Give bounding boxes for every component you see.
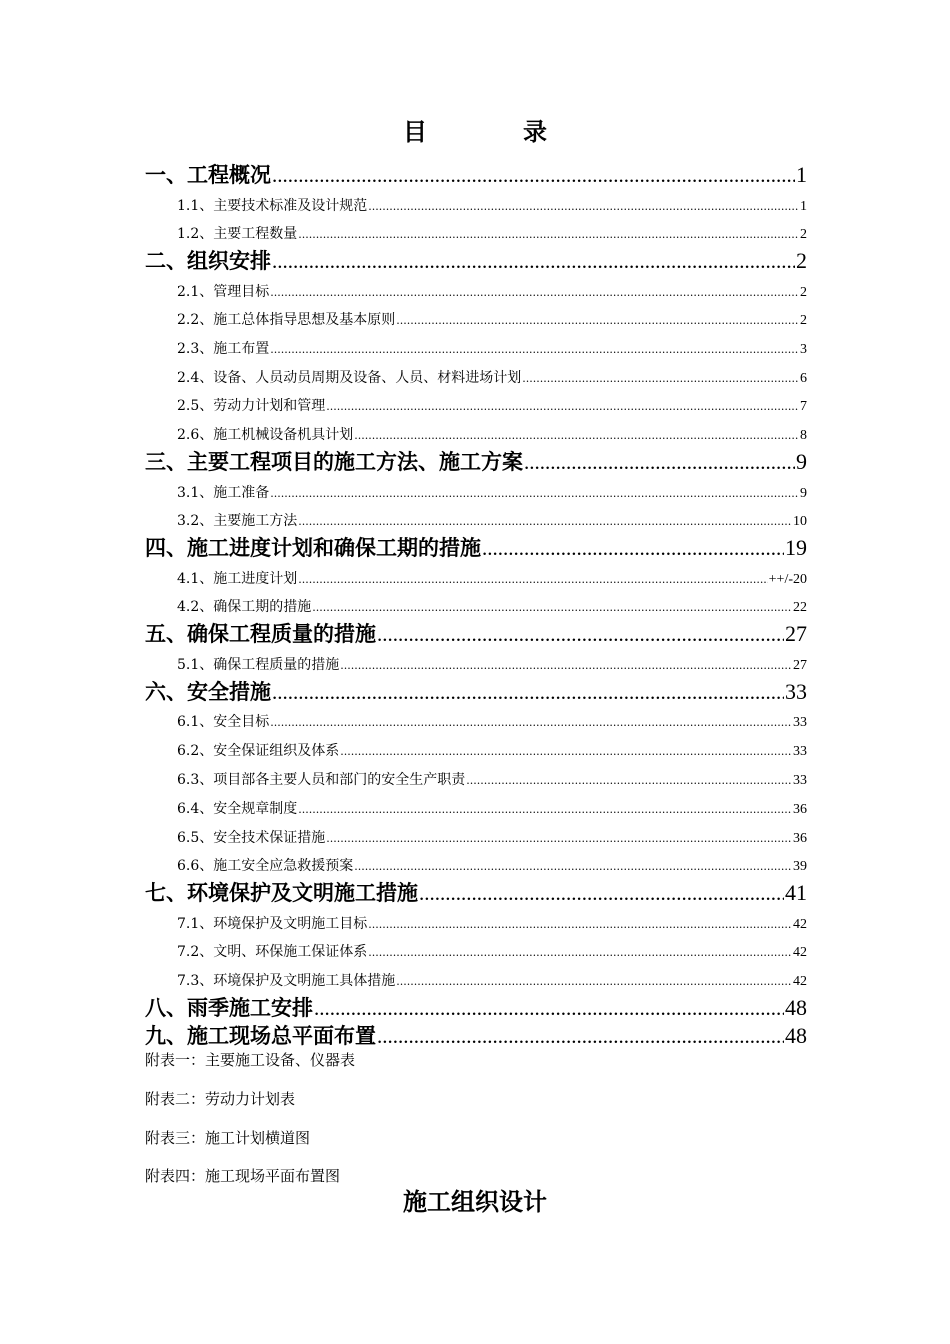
toc-entry-page-number: 3 <box>800 342 807 357</box>
toc-section-entry[interactable] <box>177 970 807 992</box>
toc-section-entry[interactable] <box>177 223 807 245</box>
toc-section-entry[interactable] <box>177 281 807 303</box>
toc-dot-leader <box>298 224 799 245</box>
toc-dot-leader <box>340 655 792 676</box>
toc-section-entry[interactable] <box>177 568 807 590</box>
toc-section-entry[interactable] <box>177 510 807 532</box>
toc-chapter-entry[interactable] <box>145 619 807 649</box>
toc-dot-leader <box>368 196 799 217</box>
toc-entry-label: 1.1、主要技术标准及设计规范 <box>177 198 368 214</box>
toc-section-entry[interactable] <box>177 367 807 389</box>
toc-section-entry[interactable] <box>177 769 807 791</box>
toc-entry-label: 2.4、设备、人员动员周期及设备、人员、材料进场计划 <box>177 370 522 386</box>
toc-dot-leader <box>354 425 799 446</box>
toc-dot-leader <box>524 447 795 477</box>
toc-entry-page-number: 2 <box>796 248 807 273</box>
toc-dot-leader <box>368 942 792 963</box>
toc-dot-leader <box>270 483 799 504</box>
toc-dot-leader <box>272 246 795 276</box>
toc-entry-page-number: 48 <box>785 1023 807 1048</box>
toc-dot-leader <box>377 619 784 649</box>
toc-chapter-entry[interactable] <box>145 246 807 276</box>
toc-entry-page-number: 42 <box>793 917 807 932</box>
toc-chapter-entry[interactable] <box>145 160 807 190</box>
toc-entry-label: 5.1、确保工程质量的措施 <box>177 657 340 673</box>
toc-entry-label: 四、施工进度计划和确保工期的措施 <box>145 536 481 560</box>
appendix-item: 附表二：劳动力计划表 <box>145 1090 296 1108</box>
toc-entry-page-number: 10 <box>793 514 807 529</box>
toc-entry-label: 二、组织安排 <box>145 249 271 273</box>
toc-chapter-entry[interactable] <box>145 677 807 707</box>
toc-entry-label: 7.2、文明、环保施工保证体系 <box>177 944 368 960</box>
toc-section-entry[interactable] <box>177 654 807 676</box>
toc-dot-leader <box>270 712 792 733</box>
toc-entry-page-number: 9 <box>800 486 807 501</box>
toc-dot-leader <box>340 741 792 762</box>
toc-entry-label: 4.2、确保工期的措施 <box>177 599 312 615</box>
toc-dot-leader <box>312 597 792 618</box>
toc-entry-label: 三、主要工程项目的施工方法、施工方案 <box>145 450 523 474</box>
toc-chapter-entry[interactable] <box>145 993 807 1023</box>
toc-entry-page-number: 2 <box>800 227 807 242</box>
toc-entry-page-number: 7 <box>800 399 807 414</box>
appendix-item: 附表三：施工计划横道图 <box>145 1129 311 1147</box>
toc-entry-page-number: 22 <box>793 600 807 615</box>
toc-dot-leader <box>396 310 799 331</box>
toc-entry-label: 6.1、安全目标 <box>177 714 270 730</box>
toc-entry-label: 3.2、主要施工方法 <box>177 513 298 529</box>
toc-section-entry[interactable] <box>177 195 807 217</box>
toc-entry-page-number: 48 <box>785 995 807 1020</box>
toc-chapter-entry[interactable] <box>145 878 807 908</box>
toc-section-entry[interactable] <box>177 596 807 618</box>
toc-entry-page-number: 2 <box>800 285 807 300</box>
toc-dot-leader <box>354 856 792 877</box>
toc-section-entry[interactable] <box>177 338 807 360</box>
toc-section-entry[interactable] <box>177 827 807 849</box>
toc-section-entry[interactable] <box>177 482 807 504</box>
toc-entry-label: 6.4、安全规章制度 <box>177 801 298 817</box>
toc-entry-page-number: 9 <box>796 449 807 474</box>
toc-entry-page-number: 27 <box>785 621 807 646</box>
toc-chapter-entry[interactable] <box>145 1021 807 1051</box>
toc-entry-label: 6.3、项目部各主要人员和部门的安全生产职责 <box>177 772 466 788</box>
toc-section-entry[interactable] <box>177 309 807 331</box>
toc-entry-page-number: 2 <box>800 313 807 328</box>
toc-entry-page-number: 27 <box>793 658 807 673</box>
toc-entry-page-number: 42 <box>793 974 807 989</box>
toc-section-entry[interactable] <box>177 941 807 963</box>
appendix-item: 附表四：施工现场平面布置图 <box>145 1167 341 1185</box>
toc-entry-label: 6.6、施工安全应急救援预案 <box>177 858 354 874</box>
toc-entry-label: 6.2、安全保证组织及体系 <box>177 743 340 759</box>
toc-entry-label: 六、安全措施 <box>145 680 271 704</box>
toc-entry-label: 九、施工现场总平面布置 <box>145 1024 376 1048</box>
toc-entry-page-number: 36 <box>793 802 807 817</box>
toc-entry-page-number: ++/-20 <box>768 572 807 587</box>
toc-section-entry[interactable] <box>177 740 807 762</box>
toc-dot-leader <box>272 160 795 190</box>
toc-entry-label: 7.1、环境保护及文明施工目标 <box>177 916 368 932</box>
toc-dot-leader <box>270 282 799 303</box>
toc-entry-label: 4.1、施工进度计划 <box>177 571 298 587</box>
toc-dot-leader <box>314 993 784 1023</box>
toc-entry-label: 2.5、劳动力计划和管理 <box>177 398 326 414</box>
toc-dot-leader <box>419 878 784 908</box>
toc-entry-label: 2.1、管理目标 <box>177 284 270 300</box>
toc-entry-label: 2.3、施工布置 <box>177 341 270 357</box>
toc-section-entry[interactable] <box>177 395 807 417</box>
toc-chapter-entry[interactable] <box>145 533 807 563</box>
toc-dot-leader <box>396 971 792 992</box>
toc-entry-label: 七、环境保护及文明施工措施 <box>145 881 418 905</box>
toc-entry-page-number: 39 <box>793 859 807 874</box>
toc-entry-page-number: 33 <box>793 773 807 788</box>
toc-entry-label: 一、工程概况 <box>145 163 271 187</box>
toc-dot-leader <box>466 770 792 791</box>
toc-dot-leader <box>298 569 767 590</box>
toc-entry-page-number: 19 <box>785 535 807 560</box>
toc-section-entry[interactable] <box>177 855 807 877</box>
toc-entry-label: 6.5、安全技术保证措施 <box>177 830 326 846</box>
toc-entry-label: 八、雨季施工安排 <box>145 996 313 1020</box>
appendix-item: 附表一：主要施工设备、仪器表 <box>145 1051 356 1069</box>
toc-section-entry[interactable] <box>177 424 807 446</box>
toc-entry-label: 2.2、施工总体指导思想及基本原则 <box>177 312 396 328</box>
toc-title: 目 录 <box>403 118 583 146</box>
toc-dot-leader <box>482 533 784 563</box>
toc-section-entry[interactable] <box>177 913 807 935</box>
toc-section-entry[interactable] <box>177 798 807 820</box>
toc-dot-leader <box>298 799 792 820</box>
toc-entry-label: 五、确保工程质量的措施 <box>145 622 376 646</box>
toc-entry-page-number: 42 <box>793 945 807 960</box>
toc-entry-label: 7.3、环境保护及文明施工具体措施 <box>177 973 396 989</box>
document-title: 施工组织设计 <box>403 1188 547 1216</box>
toc-entry-label: 2.6、施工机械设备机具计划 <box>177 427 354 443</box>
toc-dot-leader <box>298 511 792 532</box>
toc-dot-leader <box>368 914 792 935</box>
toc-dot-leader <box>326 828 792 849</box>
toc-entry-page-number: 33 <box>793 715 807 730</box>
toc-entry-page-number: 1 <box>800 199 807 214</box>
toc-dot-leader <box>272 677 784 707</box>
toc-entry-page-number: 36 <box>793 831 807 846</box>
toc-section-entry[interactable] <box>177 711 807 733</box>
toc-entry-page-number: 1 <box>796 162 807 187</box>
toc-entry-page-number: 8 <box>800 428 807 443</box>
toc-entry-page-number: 33 <box>793 744 807 759</box>
toc-dot-leader <box>326 396 799 417</box>
toc-entry-page-number: 41 <box>785 880 807 905</box>
toc-entry-label: 3.1、施工准备 <box>177 485 270 501</box>
toc-entry-page-number: 33 <box>785 679 807 704</box>
toc-chapter-entry[interactable] <box>145 447 807 477</box>
toc-entry-label: 1.2、主要工程数量 <box>177 226 298 242</box>
toc-dot-leader <box>377 1021 784 1051</box>
toc-entry-page-number: 6 <box>800 371 807 386</box>
toc-dot-leader <box>270 339 799 360</box>
toc-dot-leader <box>522 368 799 389</box>
